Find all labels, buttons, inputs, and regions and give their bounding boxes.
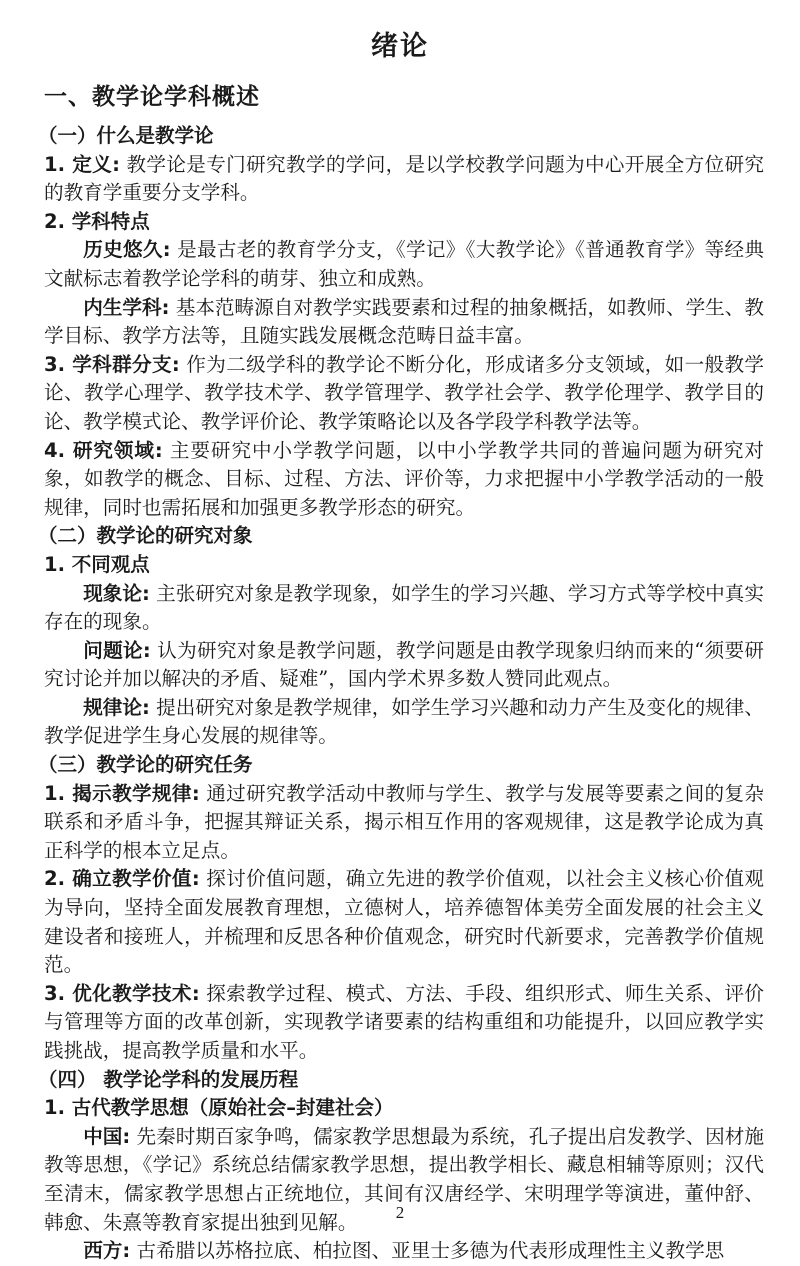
paragraph-lead: 3. 优化教学技术: [44,981,200,1005]
viewpoint-paragraph [44,694,764,751]
paragraph-lead: 1. 揭示教学规律: [44,781,200,805]
task-paragraph [44,780,764,866]
research-field-paragraph [44,437,764,523]
paragraph-lead: 3. 学科群分支: [44,352,180,376]
paragraph-text: 通过研究教学活动中教师与学生、教学与发展等要素之间的复杂联系和矛盾斗争，把握其辩证关系，揭示相互作用的客观规律，这是教学论成为真正科学的根本立足点。 [44,781,764,862]
feature-paragraph [44,236,764,293]
paragraph-lead: 规律论: [83,695,150,719]
history-paragraph [44,1237,764,1266]
paragraph-lead: 问题论: [83,638,151,662]
subsection-heading: （三）教学论的研究任务 [38,753,253,777]
paragraph-lead: 4. 研究领域: [44,438,163,462]
paragraph-text: 基本范畴源自对教学实践要素和过程的抽象概括，如教师、学生、教学目标、教学方法等，且随实践发展概念范畴日益丰富。 [44,295,764,348]
paragraph-lead: 2. 确立教学价值: [44,867,200,891]
paragraph-lead: 1. 定义: [44,152,120,176]
section-heading: 一、教学论学科概述 [44,84,260,110]
subsection-heading: （四） 教学论学科的发展历程 [38,1067,299,1091]
viewpoint-paragraph [44,580,764,637]
paragraph-lead: 内生学科: [83,295,170,319]
item-heading: 1. 古代教学思想（原始社会–封建社会） [44,1096,394,1120]
task-paragraph [44,980,764,1066]
page-content [38,82,765,1266]
paragraph-text: 教学论是专门研究教学的学问，是以学校教学问题为中心开展全方位研究的教育学重要分支学科。 [44,152,764,205]
paragraph-text: 先秦时期百家争鸣，儒家教学思想最为系统，孔子提出启发教学、因材施教等思想，《学记》系统总结儒家教学思想，提出教学相长、藏息相辅等原则；汉代至清末，儒家教学思想占正统地位，其间有汉唐经学、宋明理学等演进，董仲舒、韩愈、朱熹等教育家提出独到见解。 [44,1124,764,1234]
paragraph-text: 探讨价值问题，确立先进的教学价值观，以社会主义核心价值观为导向，坚持全面发展教育理想，立德树人，培养德智体美劳全面发展的社会主义建设者和接班人，并梳理和反思各种价值观念，研究时代新要求，完善教学价值规范。 [44,867,764,977]
feature-paragraph [44,294,764,351]
page-title: 绪论 [371,31,429,62]
paragraph-text: 认为研究对象是教学问题，教学问题是由教学现象归纳而来的“须要研究讨论并加以解决的矛盾、疑难”，国内学术界多数人赞同此观点。 [44,638,764,691]
paragraph-text: 主要研究中小学教学问题，以中小学教学共同的普遍问题为研究对象，如教学的概念、目标、过程、方法、评价等，力求把握中小学教学活动的一般规律，同时也需拓展和加强更多教学形态的研究。 [44,438,764,519]
page-number: 2 [395,1203,405,1222]
paragraph-lead: 西方: [83,1239,131,1263]
paragraph-text: 作为二级学科的教学论不断分化，形成诸多分支领域，如一般教学论、教学心理学、教学技术学、教学管理学、教学社会学、教学伦理学、教学目的论、教学模式论、教学评价论、教学策略论以及各学段学科教学法等。 [44,352,764,433]
definition-paragraph [44,151,764,208]
paragraph-text: 是最古老的教育学分支，《学记》《大教学论》《普通教育学》等经典文献标志着教学论学科的萌芽、独立和成熟。 [44,238,765,290]
viewpoint-paragraph [44,637,764,694]
paragraph-text: 古希腊以苏格拉底、柏拉图、亚里士多德为代表形成理性主义教学思 [130,1239,725,1263]
item-heading: 2. 学科特点 [44,209,150,233]
subsection-heading: （一）什么是教学论 [38,124,214,147]
paragraph-lead: 中国: [83,1124,131,1148]
paragraph-text: 主张研究对象是教学现象，如学生的学习兴趣、学习方式等学校中真实存在的现象。 [44,581,764,634]
paragraph-text: 探索教学过程、模式、方法、手段、组织形式、师生关系、评价与管理等方面的改革创新，实现教学诸要素的结构重组和功能提升，以回应教学实践挑战，提高教学质量和水平。 [44,981,764,1062]
paragraph-lead: 现象论: [83,581,150,605]
subsection-heading: （二）教学论的研究对象 [38,524,253,548]
task-paragraph [44,865,764,979]
paragraph-lead: 历史悠久: [83,238,171,262]
branch-paragraph [44,351,764,437]
item-heading: 1. 不同观点 [44,552,150,576]
paragraph-text: 提出研究对象是教学规律，如学生学习兴趣和动力产生及变化的规律、教学促进学生身心发展的规律等。 [44,695,764,748]
